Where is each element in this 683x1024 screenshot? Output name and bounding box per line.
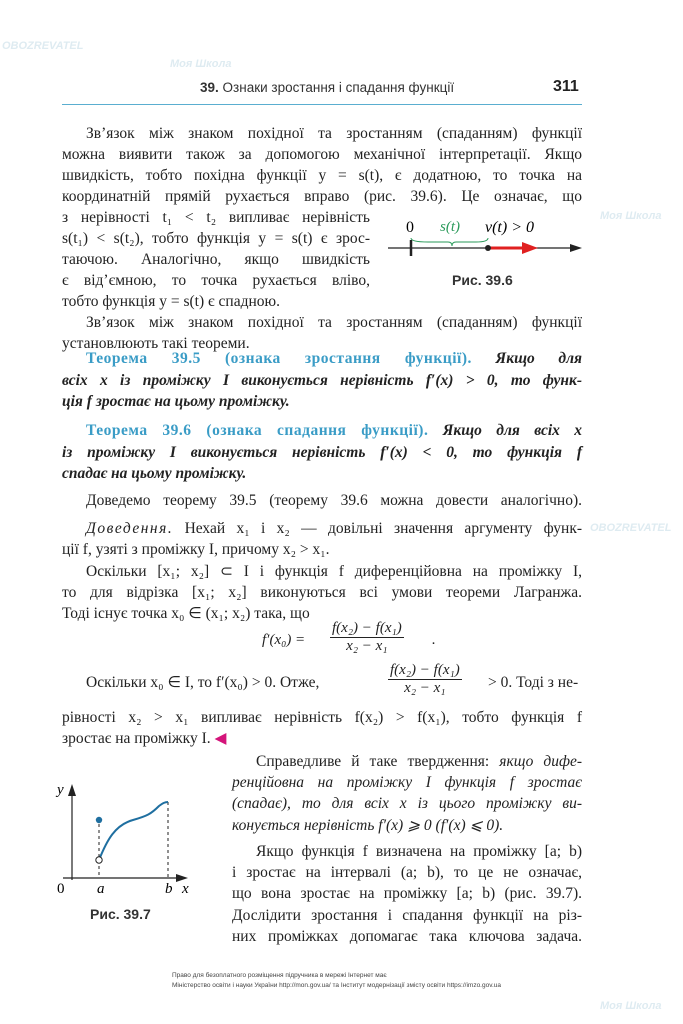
text-line: s(t₁) < s(t₂), тобто функція y = s(t) є зрос- xyxy=(62,230,370,247)
text-span: зростає на проміжку I. xyxy=(62,730,211,747)
text-line: Тоді існує точка x₀ ∈ (x₁; x₂) така, що xyxy=(62,605,310,622)
footer-line: Право для безоплатного розміщення підручника в мережі Інтернет має xyxy=(172,972,387,979)
watermark: Моя Школа xyxy=(600,1000,662,1012)
watermark: OBOZREVATEL xyxy=(590,522,672,534)
theorem-text: із проміжку I виконується нерівність f′(x) < 0, то функція f xyxy=(62,444,582,461)
text-line: є від’ємною, то точка рухається вліво, xyxy=(62,272,370,289)
brace xyxy=(411,238,488,246)
text-line: можна виявити також за допомогою механічної інтерпретації. Якщо xyxy=(62,146,582,163)
text-line xyxy=(62,729,582,749)
theorem-text: ція f зростає на цьому проміжку. xyxy=(62,393,290,410)
text-line: Зв’язок між знаком похідної та зростанням (спаданням) функції xyxy=(86,125,582,142)
text-line: конується нерівність f′(x) ⩾ 0 (f′(x) ⩽ 0). xyxy=(232,817,504,834)
y-axis-arrow-icon xyxy=(68,784,76,796)
a-label: a xyxy=(97,881,105,897)
watermark: Моя Школа xyxy=(170,58,232,70)
text-line: них проміжках допомагає така ключова задача. xyxy=(232,928,582,945)
text-line: установлюють такі теореми. xyxy=(62,335,250,352)
figure-39-7 xyxy=(55,780,200,900)
theorem-label: Теорема 39.5 (ознака зростання функції). xyxy=(86,350,472,367)
text-line xyxy=(62,519,582,539)
watermark: OBOZREVATEL xyxy=(2,40,84,52)
open-point xyxy=(96,857,102,863)
numerator: f(x₂) − f(x₁) xyxy=(390,662,460,678)
text-line: Доведемо теорему 39.5 (теорему 39.6 можна довести аналогічно). xyxy=(86,492,582,509)
text-line: тобто функція y = s(t) є спадною. xyxy=(62,293,280,310)
text-line: Зв’язок між знаком похідної та зростанням (спаданням) функції xyxy=(86,314,582,331)
y-label: y xyxy=(57,782,64,798)
inline-fraction xyxy=(388,662,462,697)
figure-39-6 xyxy=(388,212,588,262)
theorem-text: Якщо для всіх x xyxy=(442,422,583,439)
numerator: f(x₂) − f(x₁) xyxy=(332,620,402,636)
theorem-39-6-line xyxy=(62,421,582,441)
footer-line: Міністерство освіти і науки України http://mon.gov.ua/ та Інститут модернізації змісту освіти https://imzo.gov.ua xyxy=(172,982,502,989)
section-number: 39. xyxy=(200,80,219,95)
theorem-text: спадає на цьому проміжку. xyxy=(62,465,247,482)
filled-point xyxy=(96,817,102,823)
proof-word: Доведення. xyxy=(86,520,174,537)
formula-lhs: f′(x₀) = xyxy=(262,632,306,648)
zero-label: 0 xyxy=(57,881,65,897)
text-line: > 0. Тоді з не- xyxy=(488,674,579,691)
point-marker xyxy=(485,245,491,251)
text-span: Нехай x₁ і x₂ — довільні значення аргументу функ- xyxy=(184,520,583,537)
theorem-39-5-line xyxy=(62,349,582,369)
theorem-text: Якщо для xyxy=(495,350,583,367)
denominator: x₂ − x₁ xyxy=(346,638,388,654)
text-line: з нерівності t₁ < t₂ випливає нерівність xyxy=(62,209,370,226)
velocity-arrow-head-icon xyxy=(522,242,538,254)
fig-s-label: s(t) xyxy=(440,219,460,235)
x-label: x xyxy=(182,881,189,897)
text-line: швидкість, тобто похідна функції y = s(t), є додатною, то точка на xyxy=(62,167,582,184)
text-line: таючою. Аналогічно, якщо швидкість xyxy=(62,251,370,268)
text-line: Якщо функція f визначена на проміжку [a; b) xyxy=(256,843,582,860)
section-title: Ознаки зростання і спадання функції xyxy=(222,80,455,95)
formula-fraction xyxy=(330,620,404,655)
text-line xyxy=(232,752,582,772)
text-line: і зростає на інтервалі (a; b), то це не означає, xyxy=(232,864,582,881)
text-line: ції f, узяті з проміжку I, причому x₂ > x₁. xyxy=(62,541,330,558)
text-line: що вона зростає на проміжку [a; b) (рис. 39.7). xyxy=(232,885,582,902)
axis-arrow-icon xyxy=(570,244,582,252)
running-header xyxy=(200,80,454,95)
fig-v-label: v(t) > 0 xyxy=(485,219,534,236)
text-line: (спадає), то для всіх x із цього проміжку ви- xyxy=(232,795,582,812)
text-line: Дослідити зростання і спадання функції на різ- xyxy=(232,907,582,924)
b-label: b xyxy=(165,881,173,897)
fig-zero-label: 0 xyxy=(406,219,414,236)
header-rule xyxy=(62,104,582,105)
function-curve xyxy=(99,802,168,860)
page-number: 311 xyxy=(553,78,579,95)
figure-caption: Рис. 39.7 xyxy=(90,906,151,922)
end-of-proof-icon: ◀ xyxy=(214,730,227,747)
text-line: координатній прямій рухається вправо (рис. 39.6). Це означає, що xyxy=(62,188,582,205)
denominator: x₂ − x₁ xyxy=(404,680,446,696)
figure-caption: Рис. 39.6 xyxy=(452,272,513,288)
formula-end: . xyxy=(432,632,436,648)
theorem-text: всіх x із проміжку I виконується нерівність f′(x) > 0, то функ- xyxy=(62,372,582,389)
text-span: якщо дифе- xyxy=(499,753,583,770)
text-line: то для відрізка [x₁; x₂] виконуються всі умови теореми Лагранжа. xyxy=(62,584,582,601)
text-line: Оскільки x₀ ∈ I, то f′(x₀) > 0. Отже, xyxy=(86,674,320,691)
text-line: Оскільки [x₁; x₂] ⊂ I і функція f диференційовна на проміжку I, xyxy=(86,563,582,580)
text-span: Справедливе й таке твердження: xyxy=(256,753,490,770)
text-line: рівності x₂ > x₁ випливає нерівність f(x₂) > f(x₁), тобто функція f xyxy=(62,709,582,726)
watermark: Моя Школа xyxy=(600,210,662,222)
theorem-label: Теорема 39.6 (ознака спадання функції). xyxy=(86,422,429,439)
text-line: ренційовна на проміжку I функція f зростає xyxy=(232,774,582,791)
